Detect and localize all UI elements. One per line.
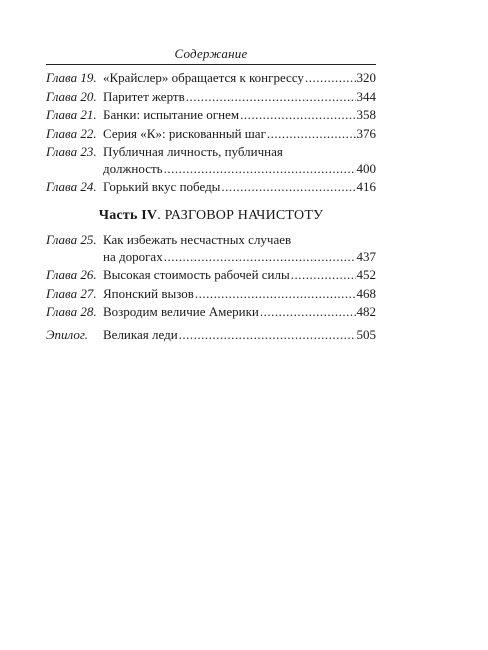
chapter-title: Японский вызов xyxy=(103,285,194,301)
chapter-body xyxy=(103,232,376,265)
dot-leader xyxy=(260,304,356,321)
chapter-title: Великая леди xyxy=(103,326,178,342)
page-number: 358 xyxy=(356,107,376,122)
chapter-title: Возродим величие Америки xyxy=(103,304,259,319)
toc-entry xyxy=(46,126,376,143)
chapter-title-line xyxy=(103,249,376,266)
chapter-body xyxy=(103,107,376,124)
dot-leader xyxy=(179,327,356,344)
page-number: 505 xyxy=(356,326,376,342)
toc-entry xyxy=(46,327,376,344)
toc-entry xyxy=(46,267,376,284)
toc-entry xyxy=(46,179,376,196)
chapter-body xyxy=(103,126,376,143)
page-number: 468 xyxy=(356,285,376,301)
chapter-title-line xyxy=(103,107,376,124)
chapter-body xyxy=(103,327,376,344)
chapter-body xyxy=(103,267,376,284)
chapter-label: Глава 20. xyxy=(46,88,97,104)
dot-leader xyxy=(267,126,356,143)
dot-leader xyxy=(221,179,355,196)
dot-leader xyxy=(164,161,356,178)
toc-entry xyxy=(46,232,376,265)
part-title: . РАЗГОВОР НАЧИСТОТУ xyxy=(157,207,324,223)
chapter-title: Паритет жертв xyxy=(103,88,185,104)
toc-entry xyxy=(46,89,376,106)
chapter-title: Банки: испытание огнем xyxy=(103,107,240,122)
toc-entry xyxy=(46,107,376,124)
dot-leader xyxy=(240,107,355,124)
toc-section-part3-end xyxy=(46,70,376,196)
chapter-label: Глава 21. xyxy=(46,107,97,122)
page-number: 344 xyxy=(356,88,376,104)
page-number: 482 xyxy=(356,304,376,319)
chapter-label: Глава 22. xyxy=(46,125,97,141)
part-heading xyxy=(46,208,376,225)
chapter-body xyxy=(103,179,376,196)
dot-leader xyxy=(186,89,356,106)
running-head: Содержание xyxy=(174,46,248,61)
toc-entry xyxy=(46,70,376,87)
chapter-body xyxy=(103,304,376,321)
chapter-title-line xyxy=(103,179,376,196)
dot-leader xyxy=(291,267,356,284)
chapter-title-line xyxy=(103,70,376,87)
toc-section-epilog xyxy=(46,327,376,344)
dot-leader xyxy=(164,249,356,266)
chapter-label: Глава 23. xyxy=(46,144,97,159)
page-number: 416 xyxy=(356,179,376,194)
chapter-title: Как избежать несчастных случаев xyxy=(103,232,292,247)
chapter-title: Публичная личность, публичная xyxy=(103,144,283,159)
chapter-title-line xyxy=(103,232,376,249)
toc-entry xyxy=(46,304,376,321)
chapter-title: «Крайслер» обращается к конгрессу xyxy=(103,70,304,85)
chapter-title-line xyxy=(103,286,376,303)
chapter-label: Глава 26. xyxy=(46,267,97,282)
chapter-title-line xyxy=(103,144,376,161)
toc-entry xyxy=(46,144,376,177)
chapter-title: Высокая стоимость рабочей силы xyxy=(103,267,290,282)
chapter-title-line xyxy=(103,89,376,106)
chapter-title-line xyxy=(103,126,376,143)
chapter-body xyxy=(103,286,376,303)
chapter-body xyxy=(103,144,376,177)
toc-section-part4 xyxy=(46,232,376,321)
chapter-body xyxy=(103,70,376,87)
chapter-title: должность xyxy=(103,160,163,176)
page-number: 437 xyxy=(356,248,376,264)
part-number: Часть IV xyxy=(98,207,158,223)
table-of-contents xyxy=(46,70,376,345)
chapter-title-line xyxy=(103,304,376,321)
chapter-label: Глава 25. xyxy=(46,232,97,247)
chapter-label: Глава 28. xyxy=(46,304,97,319)
page-number: 400 xyxy=(356,160,376,176)
chapter-label: Глава 19. xyxy=(46,70,97,85)
page-number: 452 xyxy=(356,267,376,282)
toc-entry xyxy=(46,286,376,303)
chapter-label: Глава 24. xyxy=(46,179,97,194)
chapter-title-line xyxy=(103,327,376,344)
chapter-title: Серия «К»: рискованный шаг xyxy=(103,125,266,141)
dot-leader xyxy=(305,70,356,87)
page-number: 376 xyxy=(356,125,376,141)
header-rule xyxy=(46,64,376,65)
chapter-title-line xyxy=(103,267,376,284)
chapter-title-line xyxy=(103,161,376,178)
chapter-title: Горький вкус победы xyxy=(103,179,221,194)
chapter-label: Глава 27. xyxy=(46,285,97,301)
chapter-label: Эпилог. xyxy=(46,326,88,342)
chapter-body xyxy=(103,89,376,106)
dot-leader xyxy=(195,286,356,303)
chapter-title: на дорогах xyxy=(103,248,163,264)
page-number: 320 xyxy=(356,70,376,85)
